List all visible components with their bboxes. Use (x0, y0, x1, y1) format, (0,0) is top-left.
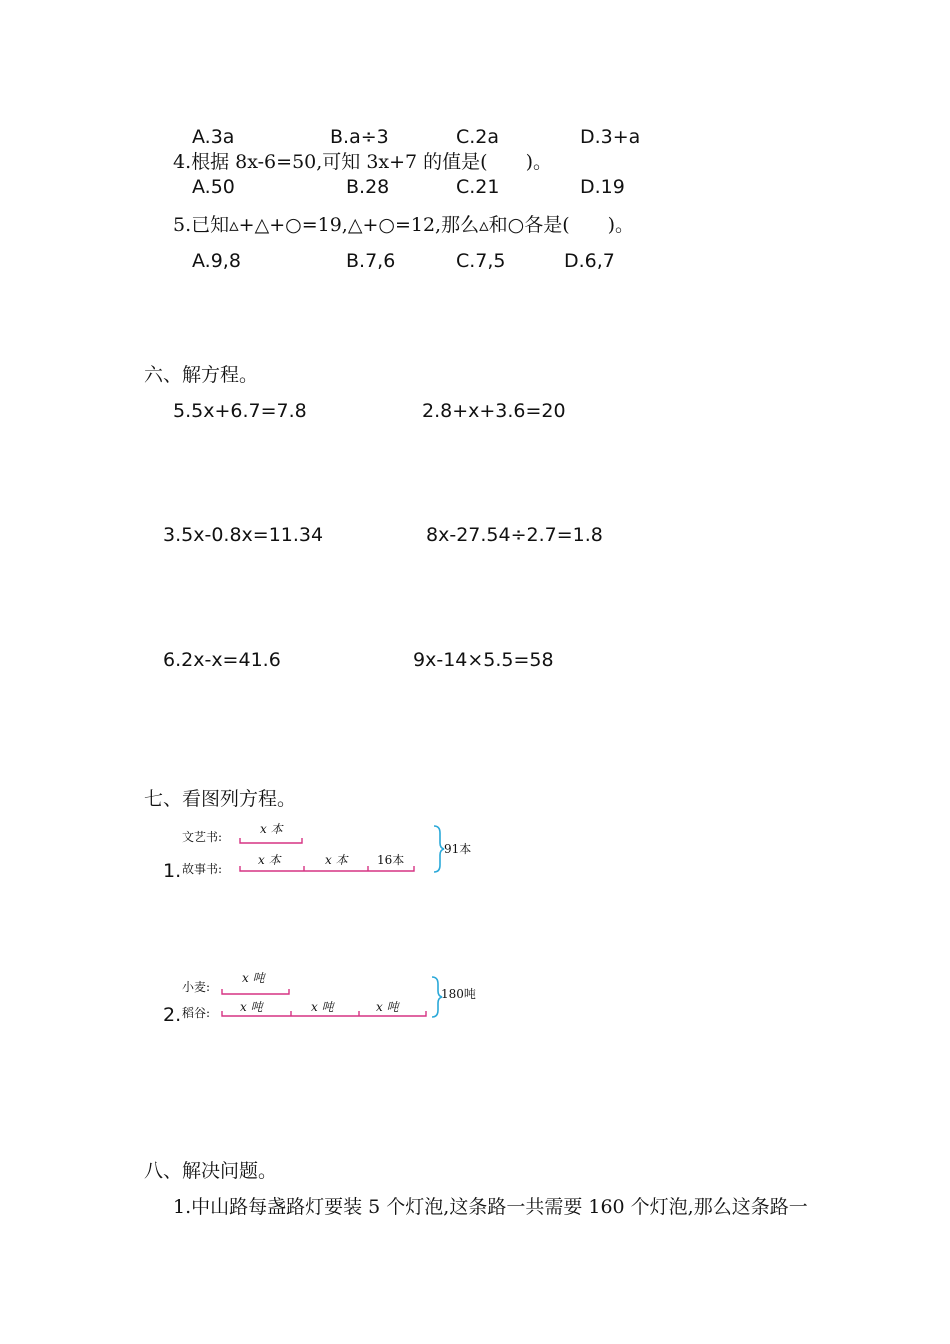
diagram2-seg-label-4: x 吨 (376, 1000, 399, 1014)
diagram1-row1-segment (240, 838, 302, 843)
diagram2-number: 2. (163, 1004, 182, 1026)
diagram1-seg-label-4: 16本 (377, 853, 405, 867)
diagram2-row1-segment (222, 989, 289, 994)
q3-option-d: D.3+a (580, 126, 641, 148)
q4-option-d: D.19 (580, 176, 625, 198)
diagram2-row1-label: 小麦: (182, 980, 211, 994)
diagram1-row2-segments (240, 866, 414, 871)
section8-problem-1: 1.中山路每盏路灯要装 5 个灯泡,这条路一共需要 160 个灯泡,那么这条路一 (173, 1196, 808, 1218)
diagram1-seg-label-2: x 本 (258, 853, 281, 867)
q4-stem: 4.根据 8x-6=50,可知 3x+7 的值是( )。 (173, 151, 552, 173)
q3-option-b: B.a÷3 (330, 126, 389, 148)
q4-option-a: A.50 (192, 176, 235, 198)
equation-1: 5.5x+6.7=7.8 (173, 400, 307, 422)
q5-option-c: C.7,5 (456, 250, 506, 272)
diagram2-segments (222, 989, 426, 1016)
q4-option-b: B.28 (346, 176, 390, 198)
diagram2-row2-segments (222, 1011, 426, 1016)
section7-heading: 七、看图列方程。 (144, 788, 297, 810)
q5-option-d: D.6,7 (564, 250, 615, 272)
diagram2-seg-label-3: x 吨 (311, 1000, 334, 1014)
section8-heading: 八、解决问题。 (144, 1160, 278, 1182)
q5-option-a: A.9,8 (192, 250, 241, 272)
diagram1-seg-label-3: x 本 (325, 853, 348, 867)
diagram2-row2-label: 稻谷: (182, 1006, 211, 1020)
diagram1-brace (434, 826, 444, 872)
diagram1-seg-label-1: x 本 (260, 822, 283, 836)
equation-4: 8x-27.54÷2.7=1.8 (426, 524, 603, 546)
q3-option-c: C.2a (456, 126, 500, 148)
diagram1-total: 91本 (444, 842, 472, 856)
diagram1-segments (240, 838, 414, 871)
equation-2: 2.8+x+3.6=20 (422, 400, 566, 422)
diagram2-total: 180吨 (441, 987, 476, 1001)
diagram2-seg-label-1: x 吨 (242, 971, 265, 985)
diagram1-number: 1. (163, 860, 182, 882)
diagram1-row2-label: 故事书: (182, 862, 223, 876)
equation-6: 9x-14×5.5=58 (413, 649, 554, 671)
q5-option-b: B.7,6 (346, 250, 396, 272)
q5-stem: 5.已知▵+△+○=19,△+○=12,那么▵和○各是( )。 (173, 214, 635, 236)
diagram1-row1-label: 文艺书: (182, 830, 223, 844)
equation-5: 6.2x-x=41.6 (163, 649, 281, 671)
diagram2-brace (432, 977, 442, 1017)
equation-3: 3.5x-0.8x=11.34 (163, 524, 324, 546)
diagram2-seg-label-2: x 吨 (240, 1000, 263, 1014)
q4-option-c: C.21 (456, 176, 500, 198)
q3-option-a: A.3a (192, 126, 235, 148)
section6-heading: 六、解方程。 (144, 364, 259, 386)
